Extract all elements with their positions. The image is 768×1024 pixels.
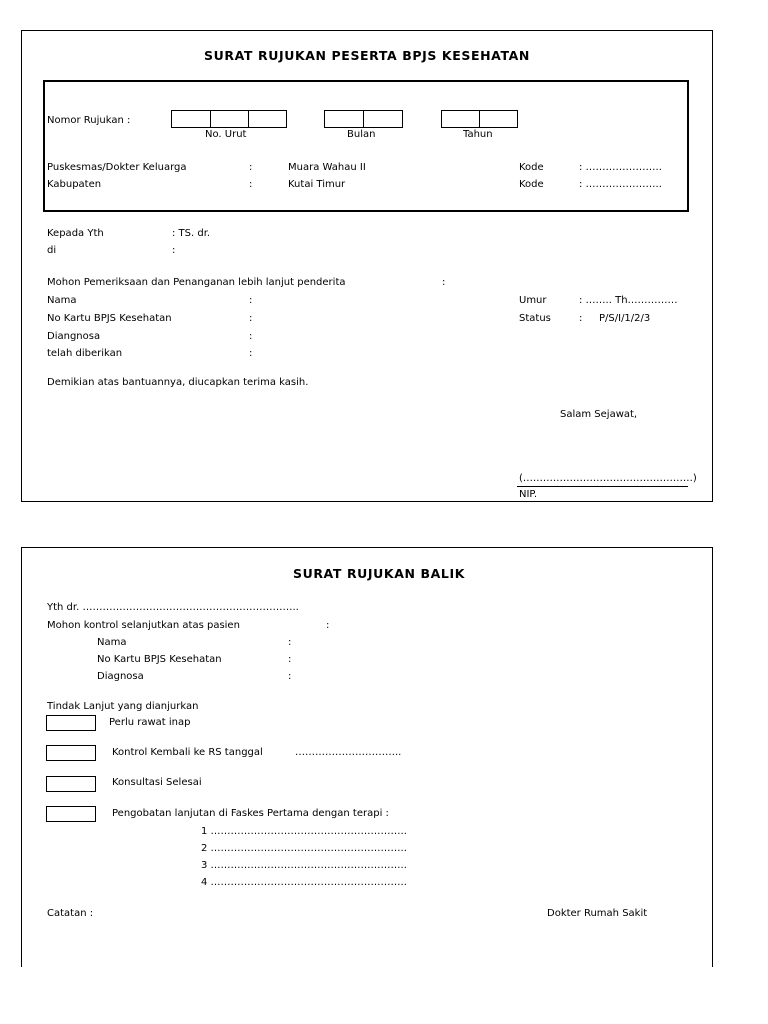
rawat-inap-checkbox[interactable]	[46, 715, 96, 731]
salam-text: Salam Sejawat,	[560, 409, 638, 420]
catatan-label: Catatan :	[47, 908, 94, 919]
di-label: di	[47, 245, 57, 256]
colon: :	[249, 331, 253, 342]
pengobatan-lanjutan-checkbox[interactable]	[46, 806, 96, 822]
nama-label: Nama	[97, 637, 127, 648]
kode-label: Kode	[519, 179, 544, 190]
bulan-label: Bulan	[347, 129, 376, 140]
signature-line: (……………………………………………)	[519, 473, 697, 484]
puskesmas-value: Muara Wahau II	[288, 162, 366, 173]
nomor-rujukan-label: Nomor Rujukan :	[47, 115, 131, 126]
kepada-label: Kepada Yth	[47, 228, 104, 239]
diberikan-label: telah diberikan	[47, 348, 123, 359]
tahun-cell-2[interactable]	[479, 110, 518, 128]
konsultasi-selesai-checkbox[interactable]	[46, 776, 96, 792]
kontrol-tanggal-dots: …………………………..	[295, 747, 402, 758]
status-label: Status	[519, 313, 551, 324]
colon: :	[442, 277, 446, 288]
terapi-line-2: 2 …………………………………………………..	[201, 843, 407, 854]
mohon-kontrol-label: Mohon kontrol selanjutkan atas pasien	[47, 620, 240, 631]
colon: :	[249, 162, 253, 173]
diagnosa-label: Diangnosa	[47, 331, 101, 342]
colon: :	[249, 295, 253, 306]
bulan-cell-2[interactable]	[363, 110, 403, 128]
bulan-cell-1[interactable]	[324, 110, 364, 128]
colon: :	[172, 245, 176, 256]
puskesmas-label: Puskesmas/Dokter Keluarga	[47, 162, 187, 173]
no-kartu-label: No Kartu BPJS Kesehatan	[47, 313, 172, 324]
kontrol-kembali-checkbox[interactable]	[46, 745, 96, 761]
kepada-value: : TS. dr.	[172, 228, 211, 239]
status-value: P/S/I/1/2/3	[599, 313, 651, 324]
kode-value: : …………………..	[579, 162, 662, 173]
kode-value: : …………………..	[579, 179, 662, 190]
pengobatan-lanjutan-label: Pengobatan lanjutan di Faskes Pertama dengan terapi :	[112, 808, 389, 819]
nip-label: NIP.	[519, 489, 538, 500]
terapi-line-1: 1 …………………………………………………..	[201, 826, 407, 837]
diagnosa-label: Diagnosa	[97, 671, 144, 682]
closing-text: Demikian atas bantuannya, diucapkan terima kasih.	[47, 377, 309, 388]
referral-form-title: SURAT RUJUKAN PESERTA BPJS KESEHATAN	[204, 48, 530, 63]
tindak-lanjut-label: Tindak Lanjut yang dianjurkan	[47, 701, 199, 712]
kode-label: Kode	[519, 162, 544, 173]
tahun-cell-1[interactable]	[441, 110, 480, 128]
colon: :	[288, 637, 292, 648]
kabupaten-label: Kabupaten	[47, 179, 102, 190]
colon: :	[249, 348, 253, 359]
status-colon: :	[579, 313, 583, 324]
konsultasi-selesai-label: Konsultasi Selesai	[112, 777, 202, 788]
kontrol-kembali-label: Kontrol Kembali ke RS tanggal	[112, 747, 263, 758]
colon: :	[249, 313, 253, 324]
colon: :	[288, 671, 292, 682]
colon: :	[249, 179, 253, 190]
referral-info-box	[43, 80, 689, 212]
return-referral-title: SURAT RUJUKAN BALIK	[292, 566, 465, 581]
colon: :	[326, 620, 330, 631]
colon: :	[288, 654, 292, 665]
no-urut-cell-2[interactable]	[210, 110, 249, 128]
terapi-line-3: 3 …………………………………………………..	[201, 860, 407, 871]
terapi-line-4: 4 …………………………………………………..	[201, 877, 407, 888]
signature-underline	[517, 486, 688, 487]
rawat-inap-label: Perlu rawat inap	[109, 717, 191, 728]
umur-label: Umur	[519, 295, 547, 306]
mohon-label: Mohon Pemeriksaan dan Penanganan lebih lanjut penderita	[47, 277, 346, 288]
yth-line: Yth dr. ………………………………………………………..	[47, 602, 299, 613]
umur-value: : …….. Th……………	[579, 295, 678, 306]
no-urut-cell-1[interactable]	[171, 110, 211, 128]
kabupaten-value: Kutai Timur	[288, 179, 346, 190]
no-kartu-label: No Kartu BPJS Kesehatan	[97, 654, 222, 665]
no-urut-label: No. Urut	[205, 129, 247, 140]
tahun-label: Tahun	[463, 129, 493, 140]
dokter-rs-label: Dokter Rumah Sakit	[547, 908, 648, 919]
no-urut-cell-3[interactable]	[248, 110, 287, 128]
nama-label: Nama	[47, 295, 77, 306]
